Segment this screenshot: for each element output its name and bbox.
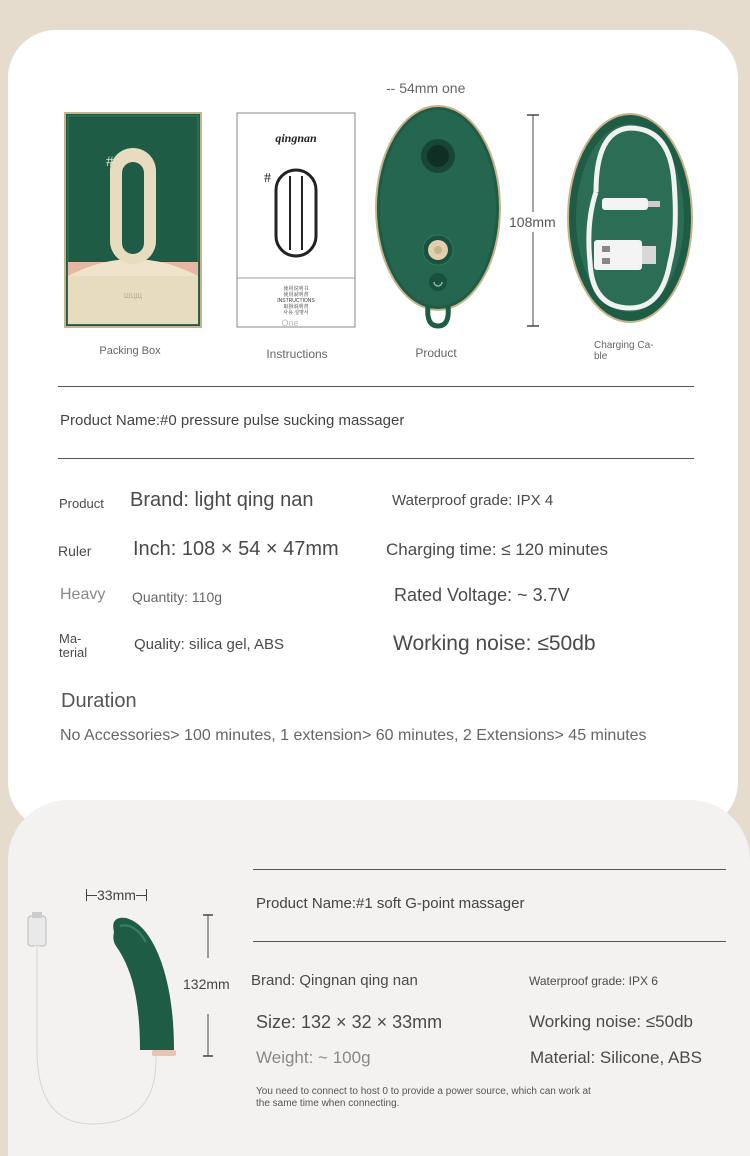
packing-box-illustration <box>64 112 202 328</box>
label-ruler: Ruler <box>58 543 92 559</box>
instructions-mark: # <box>264 171 271 186</box>
spec-1-weight: Weight: ~ 100g <box>256 1048 371 1067</box>
spec-rated-voltage: Rated Voltage: ~ 3.7V <box>394 585 570 605</box>
spec-1-working-noise: Working noise: ≤50db <box>529 1012 693 1031</box>
spec-1-material: Material: Silicone, ABS <box>530 1048 702 1067</box>
divider-1-bottom <box>253 941 726 942</box>
instructions-booklet-illustration <box>236 112 356 328</box>
dimension-height-132mm: 132mm <box>183 976 230 992</box>
box-label: ШЦЩ <box>123 293 143 300</box>
instructions-footer: One <box>281 318 299 328</box>
spec-waterproof: Waterproof grade: IPX 4 <box>392 492 554 509</box>
caption-packing-box: Packing Box <box>99 345 161 357</box>
connection-note <box>256 1086 591 1110</box>
caption-charging-cable-line-1: Charging Ca- <box>594 340 654 351</box>
duration-title: Duration <box>61 690 137 712</box>
caption-instructions: Instructions <box>266 347 328 361</box>
instructions-line-2: 使用說明書 <box>283 292 309 298</box>
label-material <box>59 632 87 660</box>
divider-bottom <box>58 458 694 459</box>
box-mark: #0 <box>106 154 121 170</box>
product-0-name: Product Name:#0 pressure pulse sucking massager <box>60 412 405 429</box>
dimension-height-108mm: 108mm <box>509 214 556 230</box>
spec-inch: Inch: 108 × 54 × 47mm <box>133 538 339 560</box>
product-1-illustration <box>22 910 192 1134</box>
product-1-name: Product Name:#1 soft G-point massager <box>256 895 525 912</box>
label-heavy: Heavy <box>60 586 106 603</box>
label-product: Product <box>59 496 104 511</box>
spec-1-brand: Brand: Qingnan qing nan <box>251 972 418 989</box>
instructions-line-1: 使用说明书 <box>283 286 309 292</box>
instructions-brand: qingnan <box>275 131 317 145</box>
dimension-width-54mm: -- 54mm one <box>386 80 466 96</box>
dimension-width-33mm: 33mm <box>97 887 136 903</box>
duration-text: No Accessories> 100 minutes, 1 extension> 60 minutes, 2 Extensions> 45 minutes <box>60 727 647 744</box>
instructions-line-3: INSTRUCTIONS <box>277 298 315 304</box>
connection-note-line-1: You need to connect to host 0 to provide a power source, which can work at <box>256 1086 591 1097</box>
spec-brand: Brand: light qing nan <box>130 489 314 511</box>
dimension-width-33mm-line <box>86 887 147 903</box>
instructions-line-5: 사용 설명서 <box>283 310 309 316</box>
caption-product: Product <box>415 346 457 360</box>
caption-charging-cable <box>594 340 674 362</box>
product-0-illustration <box>374 104 502 330</box>
label-material-line-1: Ma- <box>59 631 82 646</box>
spec-working-noise: Working noise: ≤50db <box>393 632 596 655</box>
spec-1-waterproof: Waterproof grade: IPX 6 <box>529 974 658 988</box>
spec-1-size: Size: 132 × 32 × 33mm <box>256 1012 443 1032</box>
charging-cable-illustration <box>566 112 694 324</box>
spec-charging-time: Charging time: ≤ 120 minutes <box>386 540 608 559</box>
caption-charging-cable-line-2: ble <box>594 351 608 362</box>
connection-note-line-2: the same time when connecting. <box>256 1098 400 1109</box>
instructions-line-4: 取扱説明書 <box>283 304 309 310</box>
spec-quantity: Quantity: 110g <box>132 589 223 605</box>
label-material-line-2: terial <box>59 645 88 660</box>
divider-top <box>58 386 694 387</box>
spec-quality: Quality: silica gel, ABS <box>134 636 285 653</box>
divider-1-top <box>253 869 726 870</box>
